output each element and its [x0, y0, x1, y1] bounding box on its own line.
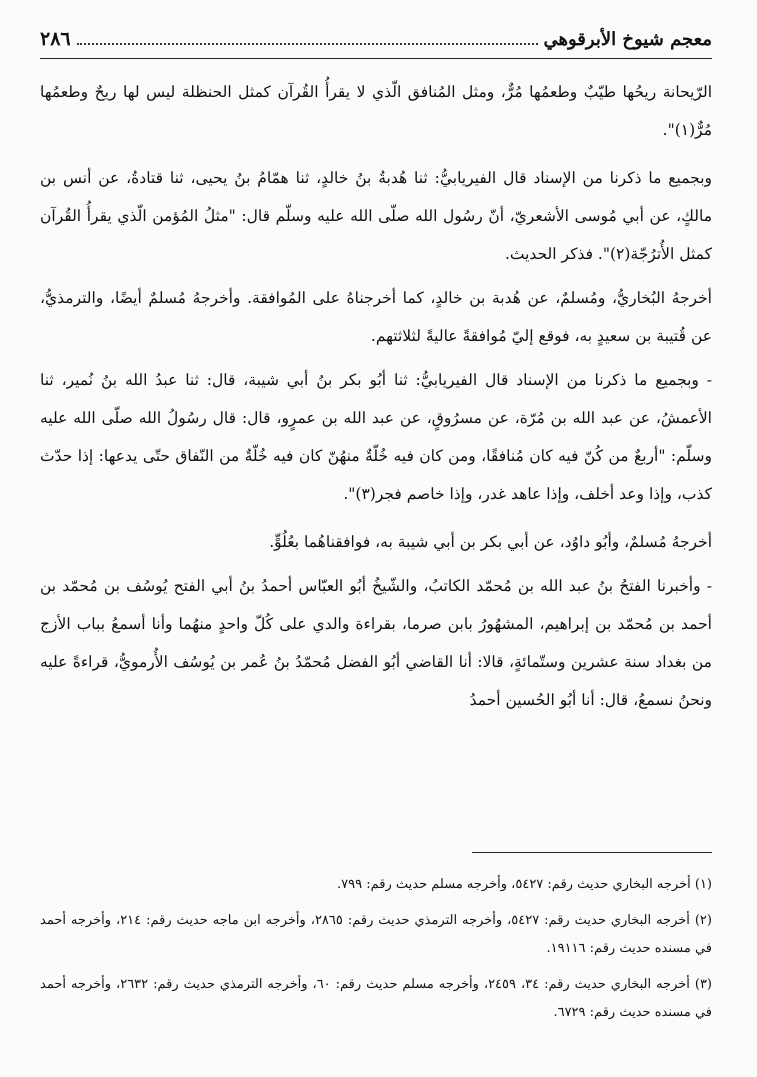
footnote-2: (٢) أخرجه البخاري حديث رقم: ٥٤٢٧، وأخرجه الترمذي حديث رقم: ٢٨٦٥، وأخرجه ابن ماجه حديث رقم: ٢١٤، وأخرجه أحمد في مسنده حديث رقم: ١٩١١٦.: [40, 913, 712, 956]
paragraph-2: وبجميع ما ذكرنا من الإسناد قال الفيريابيُّ: ثنا هُدبةُ بنُ خالدٍ، ثنا همّامُ بنُ يحيى، ثنا قتادةُ، عن أنس بن مالكٍ، عن أبي مُوسى الأشعريّ، أنّ رسُول الله صلّى الله عليه وسلّم قال: "مثلُ المُؤمن الّذي يقرأُ القُرآن كمثل الأُترُجّة(٢)". فذكر الحديث.: [40, 169, 712, 263]
footnotes: [40, 852, 712, 1035]
main-text: [40, 73, 712, 719]
book-title: معجم شيوخ الأبرقوهي: [543, 29, 712, 50]
paragraph-3: أخرجهُ البُخاريُّ، ومُسلمٌ، عن هُدبة بن خالدٍ، كما أخرجناهُ على المُوافقة. وأخرجهُ مُسلمٌ أيضًا، والترمذيُّ، عن قُتيبة بن سعيدٍ به، فوقع إليّ مُوافقةً عاليةً لثلاثتهم.: [40, 289, 712, 345]
footnote-3: (٣) أخرجه البخاري حديث رقم: ٣٤، ٢٤٥٩، وأخرجه مسلم حديث رقم: ٦٠، وأخرجه الترمذي حديث رقم: ٢٦٣٢، وأخرجه أحمد في مسنده حديث رقم: ٦٧٢٩.: [40, 977, 712, 1020]
header-dotted-leader: [77, 43, 538, 45]
running-header: [40, 28, 712, 59]
paragraph-4: - وبجميع ما ذكرنا من الإسناد قال الفيريابيُّ: ثنا أبُو بكر بنُ أبي شيبة، قال: ثنا عبدُ الله بنُ نُمير، ثنا الأعمشُ، عن عبد الله بن مُرّة، عن مسرُوقٍ، عن عبد الله بن عمرٍو، قال: قال رسُولُ الله صلّى الله عليه وسلّم: "أربعٌ من كُنّ فيه كان مُنافقًا، ومن كان فيه خُلّةٌ منهُنّ كان فيه خُلّةٌ من النّفاق حتّى يدعها: إذا حدّث كذب، وإذا وعد أخلف، وإذا عاهد غدر، وإذا خاصم فجر(٣)".: [40, 371, 712, 503]
paragraph-5: أخرجهُ مُسلمٌ، وأبُو داوُد، عن أبي بكر بن أبي شيبة به، فوافقناهُما بعُلُوٍّ.: [269, 533, 712, 551]
footnote-separator: [472, 852, 712, 853]
paragraph-1: الرّيحانة ريحُها طيّبٌ وطعمُها مُرٌّ، ومثل المُنافق الّذي لا يقرأُ القُرآن كمثل الحنظلة ليس لها ريحٌ وطعمُها مُرٌّ(١)".: [40, 83, 712, 139]
footnote-1: (١) أخرجه البخاري حديث رقم: ٥٤٢٧، وأخرجه مسلم حديث رقم: ٧٩٩.: [337, 877, 712, 892]
paragraph-6: - وأخبرنا الفتحُ بنُ عبد الله بن مُحمّد الكاتبُ، والشّيخُ أبُو العبّاس أحمدُ بنُ أبي الفتح يُوسُف بن مُحمّد بن أحمد بن مُحمّد بن إبراهيم، المشهُورُ بابن صرما، بقراءة والدي على كُلّ واحدٍ منهُما وأنا أسمعُ بباب الأزج من بغداد سنة عشرين وستّمائةٍ، قالا: أنا القاضي أبُو الفضل مُحمّدُ بنُ عُمر بن يُوسُف الأُرمويُّ، قراءةً عليه ونحنُ نسمعُ، قال: أنا أبُو الحُسين أحمدُ: [40, 577, 712, 709]
page-number: ٢٨٦: [40, 28, 71, 50]
